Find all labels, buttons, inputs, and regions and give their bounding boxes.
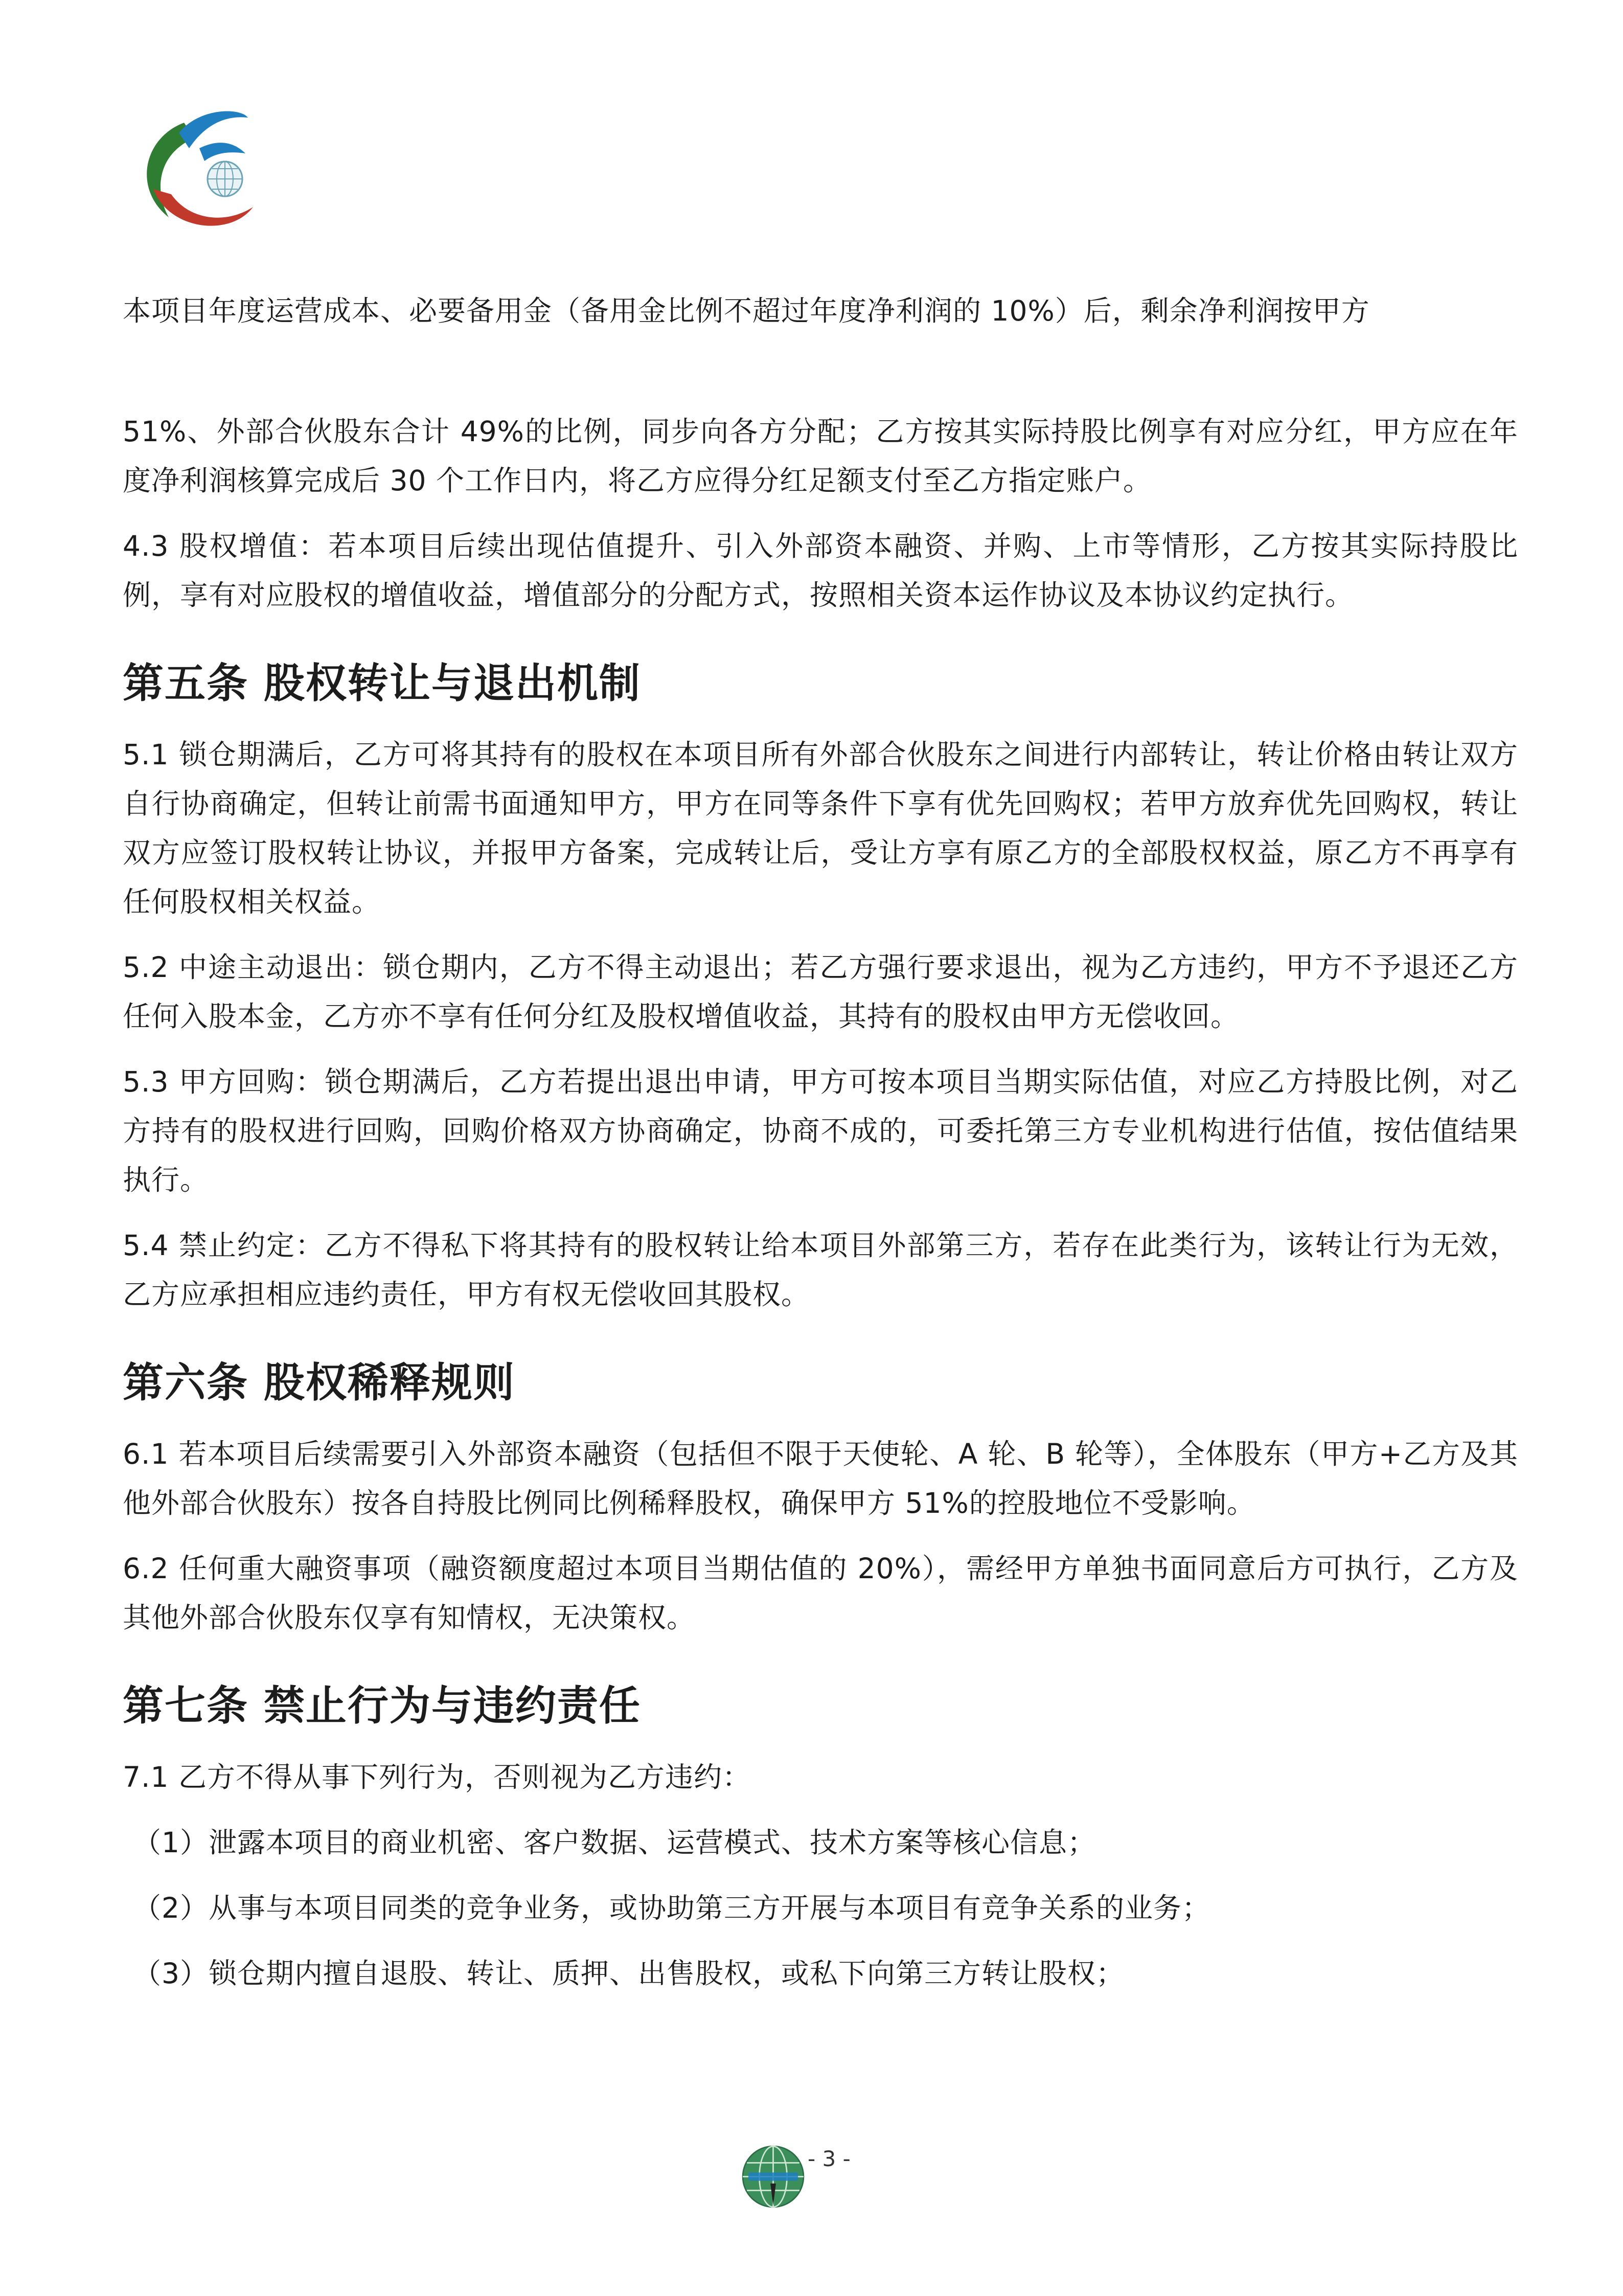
list-item: （3）锁仓期内擅自退股、转让、质押、出售股权，或私下向第三方转让股权； xyxy=(133,1957,1125,1990)
article-5-heading: 第五条 股权转让与退出机制 xyxy=(123,660,641,707)
list-item: （1）泄露本项目的商业机密、客户数据、运营模式、技术方案等核心信息； xyxy=(133,1826,1096,1859)
paragraph-7-1: 7.1 乙方不得从事下列行为，否则视为乙方违约： xyxy=(123,1761,751,1793)
paragraph-5-4: 5.4 禁止约定：乙方不得私下将其持有的股权转让给本项目外部第三方，若存在此类行为，该转让行为无效，乙方应承担相应违约责任，甲方有权无偿收回其股权。 xyxy=(123,1229,1518,1311)
paragraph-5-2: 5.2 中途主动退出：锁仓期内，乙方不得主动退出；若乙方强行要求退出，视为乙方违约，甲方不予退还乙方任何入股本金，乙方亦不享有任何分红及股权增值收益，其持有的股权由甲方无偿收回。 xyxy=(123,951,1518,1033)
page-number: - 3 - xyxy=(808,2146,851,2171)
page-footer xyxy=(0,2137,1623,2214)
paragraph-intro-2: 51%、外部合伙股东合计 49%的比例，同步向各方分配；乙方按其实际持股比例享有对应分红，甲方应在年度净利润核算完成后 30 个工作日内，将乙方应得分红足额支付至乙方指定账户。 xyxy=(123,415,1518,497)
list-item: （2）从事与本项目同类的竞争业务，或协助第三方开展与本项目有竞争关系的业务； xyxy=(133,1892,1210,1924)
article-7-heading: 第七条 禁止行为与违约责任 xyxy=(123,1682,641,1730)
paragraph-6-2: 6.2 任何重大融资事项（融资额度超过本项目当期估值的 20%），需经甲方单独书面同意后方可执行，乙方及其他外部合伙股东仅享有知情权，无决策权。 xyxy=(123,1552,1518,1634)
document-body xyxy=(123,286,1518,2014)
paragraph-5-3: 5.3 甲方回购：锁仓期满后，乙方若提出退出申请，甲方可按本项目当期实际估值，对应乙方持股比例，对乙方持有的股权进行回购，回购价格双方协商确定，协商不成的，可委托第三方专业机构进行估值，按估值结果执行。 xyxy=(123,1065,1518,1196)
article-6-heading: 第六条 股权稀释规则 xyxy=(123,1359,515,1406)
paragraph-intro-1: 本项目年度运营成本、必要备用金（备用金比例不超过年度净利润的 10%）后，剩余净利润按甲方 xyxy=(123,294,1370,327)
company-logo-icon xyxy=(123,102,266,235)
paragraph-6-1: 6.1 若本项目后续需要引入外部资本融资（包括但不限于天使轮、A 轮、B 轮等），全体股东（甲方+乙方及其他外部合伙股东）按各自持股比例同比例稀释股权，确保甲方 51%的控股地位不受影响。 xyxy=(123,1438,1518,1519)
paragraph-5-1: 5.1 锁仓期满后，乙方可将其持有的股权在本项目所有外部合伙股东之间进行内部转让，转让价格由转让双方自行协商确定，但转让前需书面通知甲方，甲方在同等条件下享有优先回购权；若甲方放弃优先回购权，转让双方应签订股权转让协议，并报甲方备案，完成转让后，受让方享有原乙方的全部股权权益，原乙方不再享有任何股权相关权益。 xyxy=(123,738,1518,918)
paragraph-4-3: 4.3 股权增值：若本项目后续出现估值提升、引入外部资本融资、并购、上市等情形，乙方按其实际持股比例，享有对应股权的增值收益，增值部分的分配方式，按照相关资本运作协议及本协议约定执行。 xyxy=(123,530,1518,611)
globe-logo-icon xyxy=(739,2142,808,2211)
